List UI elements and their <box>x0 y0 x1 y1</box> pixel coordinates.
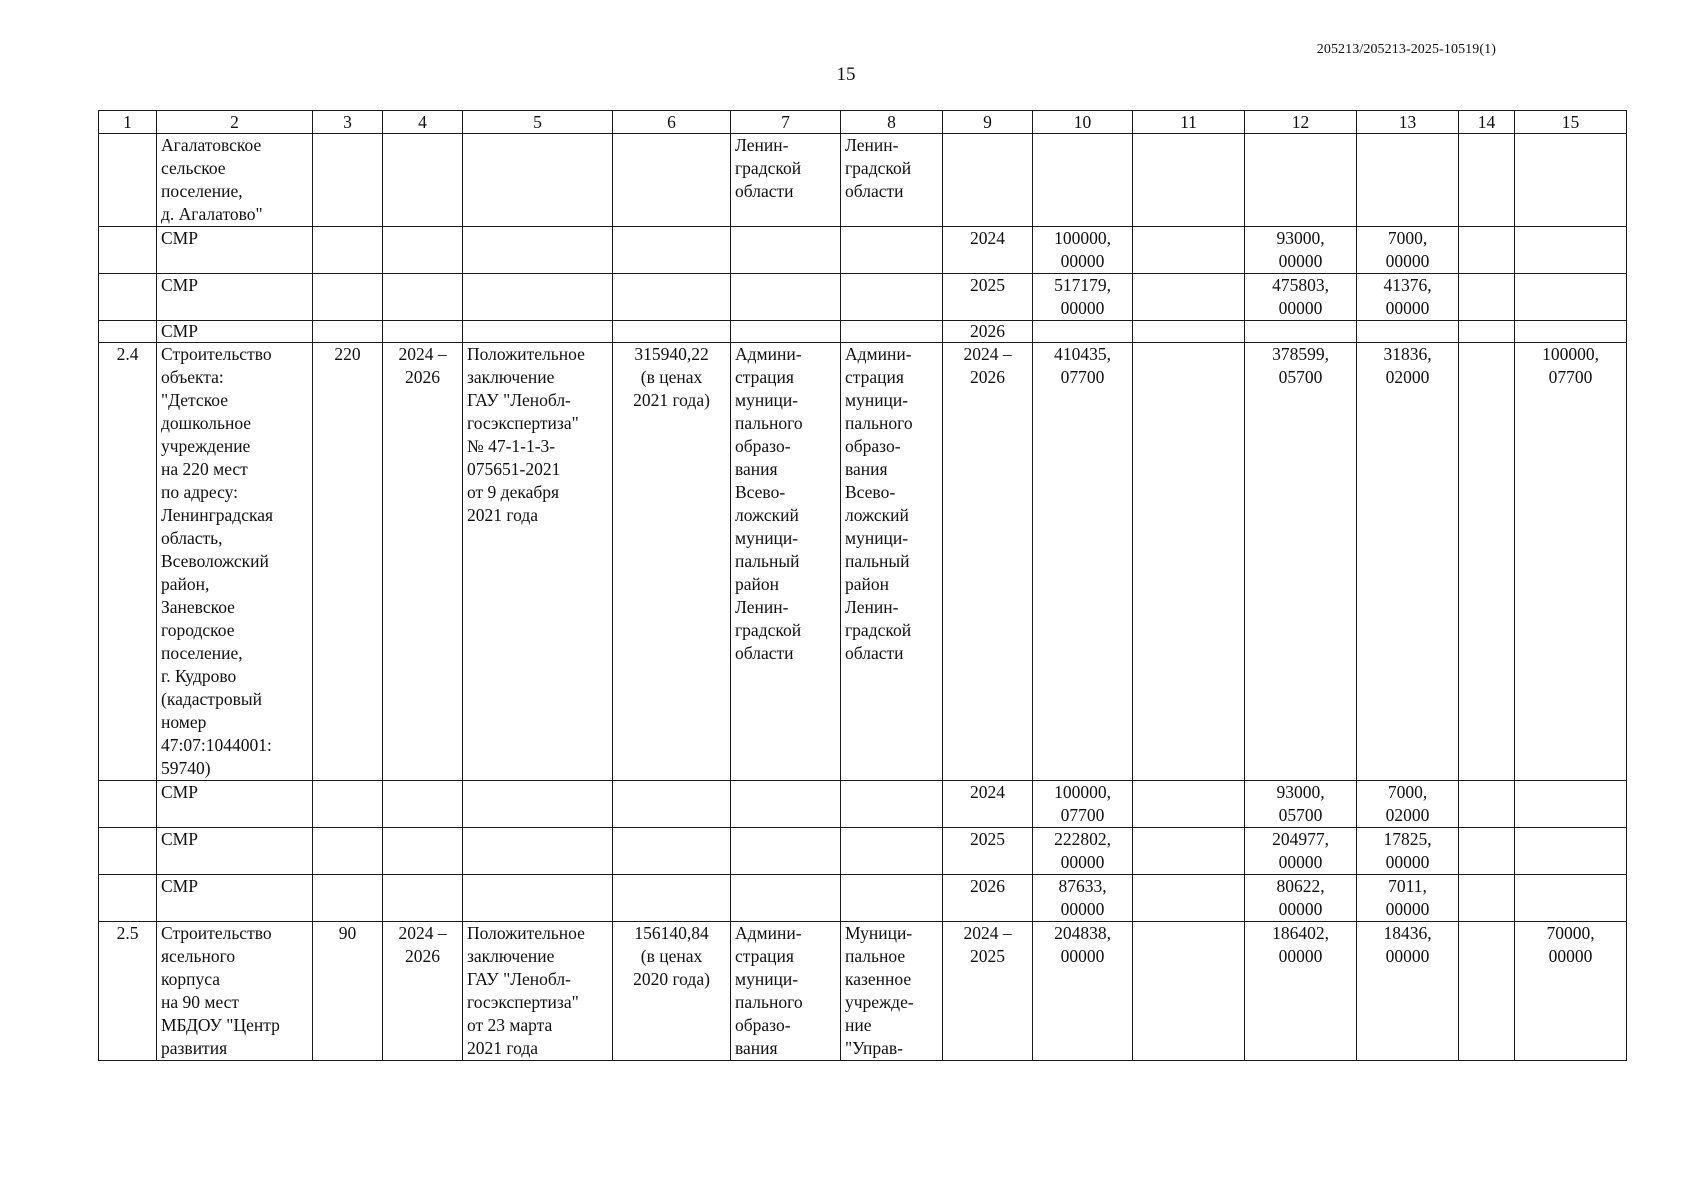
table-cell <box>1133 227 1245 274</box>
customer-cell: Ленин- градской области <box>731 134 841 227</box>
amount-cell: 186402, 00000 <box>1245 922 1357 1061</box>
amount-cell <box>1133 343 1245 781</box>
period-cell: 2024 – 2026 <box>383 343 463 781</box>
table-row <box>99 134 1627 227</box>
table-cell <box>99 227 157 274</box>
amount-cell <box>1459 343 1515 781</box>
table-cell <box>463 875 613 922</box>
header-cell: 1 <box>99 111 157 134</box>
header-cell: 14 <box>1459 111 1515 134</box>
table-cell <box>943 134 1033 227</box>
expertise-cell: Положительное заключение ГАУ "Ленобл- госэкспертиза" № 47-1-1-3- 075651-2021 от 9 декабря 2021 года <box>463 343 613 781</box>
table-cell <box>613 227 731 274</box>
table-cell <box>313 227 383 274</box>
table-cell <box>1245 134 1357 227</box>
table-cell <box>1459 134 1515 227</box>
table-cell <box>841 227 943 274</box>
amount-cell <box>1245 321 1357 343</box>
amount-cell: 93000, 00000 <box>1245 227 1357 274</box>
year-cell: 2025 <box>943 274 1033 321</box>
table-cell <box>1459 274 1515 321</box>
table-cell <box>731 227 841 274</box>
period-cell: 2024 – 2026 <box>383 922 463 1061</box>
header-cell: 8 <box>841 111 943 134</box>
expertise-cell: Положительное заключение ГАУ "Ленобл- госэкспертиза" от 23 марта 2021 года <box>463 922 613 1061</box>
table-cell <box>383 321 463 343</box>
table-cell <box>383 781 463 828</box>
table-cell <box>313 828 383 875</box>
table-cell <box>463 227 613 274</box>
amount-cell: 70000, 00000 <box>1515 922 1627 1061</box>
header-cell: 6 <box>613 111 731 134</box>
capacity-cell: 220 <box>313 343 383 781</box>
table-cell <box>383 227 463 274</box>
table-cell <box>1459 227 1515 274</box>
amount-cell: 93000, 05700 <box>1245 781 1357 828</box>
amount-cell: 7011, 00000 <box>1357 875 1459 922</box>
amount-cell: 100000, 00000 <box>1033 227 1133 274</box>
table-cell <box>313 321 383 343</box>
table-cell <box>99 828 157 875</box>
table-row <box>99 875 1627 922</box>
table-row <box>99 227 1627 274</box>
amount-cell: 204838, 00000 <box>1033 922 1133 1061</box>
object-name-cell: Агалатовское сельское поселение, д. Агалатово" <box>157 134 313 227</box>
capacity-cell: 90 <box>313 922 383 1061</box>
amount-cell: 222802, 00000 <box>1033 828 1133 875</box>
table-cell <box>841 321 943 343</box>
year-cell: 2024 <box>943 227 1033 274</box>
table-cell <box>1133 274 1245 321</box>
page-number: 15 <box>836 64 856 85</box>
header-cell: 5 <box>463 111 613 134</box>
table-cell <box>1133 781 1245 828</box>
table-cell <box>841 781 943 828</box>
table-cell <box>731 274 841 321</box>
header-cell: 10 <box>1033 111 1133 134</box>
amount-cell: 7000, 00000 <box>1357 227 1459 274</box>
data-table <box>98 110 1627 1061</box>
object-name-cell: Строительство объекта: "Детское дошкольное учреждение на 220 мест по адресу: Ленинградская область, Всеволожский район, Заневское городское поселение, г. Кудрово (кадастровый номер 47:07:1044001: 59740) <box>157 343 313 781</box>
customer-cell: Админи- страция муници- пального образо- вания <box>731 922 841 1061</box>
table-cell <box>463 321 613 343</box>
table-cell <box>1515 875 1627 922</box>
table-cell <box>1133 321 1245 343</box>
row-number: 2.5 <box>99 922 157 1061</box>
table-cell <box>1357 134 1459 227</box>
table-cell <box>99 875 157 922</box>
year-cell: 2026 <box>943 875 1033 922</box>
table-cell <box>841 274 943 321</box>
cost-cell: 156140,84 (в ценах 2020 года) <box>613 922 731 1061</box>
amount-cell: 80622, 00000 <box>1245 875 1357 922</box>
header-cell: 4 <box>383 111 463 134</box>
cost-cell: 315940,22 (в ценах 2021 года) <box>613 343 731 781</box>
table-cell <box>383 828 463 875</box>
table-cell <box>1515 828 1627 875</box>
smr-label: СМР <box>157 227 313 274</box>
table-cell <box>463 274 613 321</box>
amount-cell <box>1133 922 1245 1061</box>
header-cell: 11 <box>1133 111 1245 134</box>
table-cell <box>841 875 943 922</box>
table-cell <box>613 828 731 875</box>
smr-label: СМР <box>157 274 313 321</box>
table-cell <box>383 274 463 321</box>
table-cell <box>613 781 731 828</box>
table-cell <box>463 828 613 875</box>
amount-cell: 410435, 07700 <box>1033 343 1133 781</box>
header-cell: 12 <box>1245 111 1357 134</box>
table-cell <box>1459 321 1515 343</box>
header-cell: 3 <box>313 111 383 134</box>
developer-cell: Муници- пальное казенное учрежде- ние "Управ- <box>841 922 943 1061</box>
developer-cell: Админи- страция муници- пального образо- вания Всево- ложский муници- пальный район Ленин- градской области <box>841 343 943 781</box>
smr-label: СМР <box>157 321 313 343</box>
amount-cell: 378599, 05700 <box>1245 343 1357 781</box>
amount-cell: 100000, 07700 <box>1515 343 1627 781</box>
table-row <box>99 343 1627 781</box>
amount-cell: 475803, 00000 <box>1245 274 1357 321</box>
amount-cell <box>1357 321 1459 343</box>
table-cell <box>99 321 157 343</box>
table-cell <box>1133 828 1245 875</box>
table-cell <box>731 321 841 343</box>
year-cell: 2025 <box>943 828 1033 875</box>
table-cell <box>731 781 841 828</box>
table-row <box>99 828 1627 875</box>
year-cell: 2024 – 2026 <box>943 343 1033 781</box>
table-cell <box>383 875 463 922</box>
table-row <box>99 922 1627 1061</box>
table-cell <box>613 274 731 321</box>
table-cell <box>1515 274 1627 321</box>
table-cell <box>1133 134 1245 227</box>
table-cell <box>313 875 383 922</box>
amount-cell: 100000, 07700 <box>1033 781 1133 828</box>
amount-cell: 204977, 00000 <box>1245 828 1357 875</box>
header-cell: 13 <box>1357 111 1459 134</box>
table-cell <box>99 134 157 227</box>
year-cell: 2024 – 2025 <box>943 922 1033 1061</box>
table-cell <box>731 828 841 875</box>
table-cell <box>1459 781 1515 828</box>
document-code: 205213/205213-2025-10519(1) <box>1316 42 1496 57</box>
table-cell <box>1133 875 1245 922</box>
table-cell <box>313 274 383 321</box>
table-cell <box>463 134 613 227</box>
row-number: 2.4 <box>99 343 157 781</box>
object-name-cell: Строительство ясельного корпуса на 90 мест МБДОУ "Центр развития <box>157 922 313 1061</box>
smr-label: СМР <box>157 875 313 922</box>
table-cell <box>99 274 157 321</box>
table-cell <box>1459 828 1515 875</box>
header-cell: 2 <box>157 111 313 134</box>
smr-label: СМР <box>157 781 313 828</box>
table-cell <box>1515 134 1627 227</box>
amount-cell: 7000, 02000 <box>1357 781 1459 828</box>
column-number-row <box>99 111 1627 134</box>
table-cell <box>313 781 383 828</box>
amount-cell: 517179, 00000 <box>1033 274 1133 321</box>
amount-cell <box>1459 922 1515 1061</box>
table-cell <box>463 781 613 828</box>
smr-label: СМР <box>157 828 313 875</box>
amount-cell: 87633, 00000 <box>1033 875 1133 922</box>
table-cell <box>1033 134 1133 227</box>
table-row <box>99 321 1627 343</box>
year-cell: 2024 <box>943 781 1033 828</box>
table-cell <box>383 134 463 227</box>
table-cell <box>731 875 841 922</box>
table-row <box>99 274 1627 321</box>
amount-cell: 18436, 00000 <box>1357 922 1459 1061</box>
amount-cell: 31836, 02000 <box>1357 343 1459 781</box>
amount-cell: 17825, 00000 <box>1357 828 1459 875</box>
table-row <box>99 781 1627 828</box>
customer-cell: Админи- страция муници- пального образо- вания Всево- ложский муници- пальный район Ленин- градской области <box>731 343 841 781</box>
table-cell <box>613 134 731 227</box>
amount-cell: 41376, 00000 <box>1357 274 1459 321</box>
table-cell <box>1515 321 1627 343</box>
year-cell: 2026 <box>943 321 1033 343</box>
developer-cell: Ленин- градской области <box>841 134 943 227</box>
table-cell <box>313 134 383 227</box>
table-cell <box>613 875 731 922</box>
amount-cell <box>1033 321 1133 343</box>
header-cell: 7 <box>731 111 841 134</box>
table-cell <box>613 321 731 343</box>
header-cell: 9 <box>943 111 1033 134</box>
table-cell <box>99 781 157 828</box>
table-cell <box>1515 781 1627 828</box>
header-cell: 15 <box>1515 111 1627 134</box>
table-cell <box>1459 875 1515 922</box>
table-cell <box>841 828 943 875</box>
table-cell <box>1515 227 1627 274</box>
